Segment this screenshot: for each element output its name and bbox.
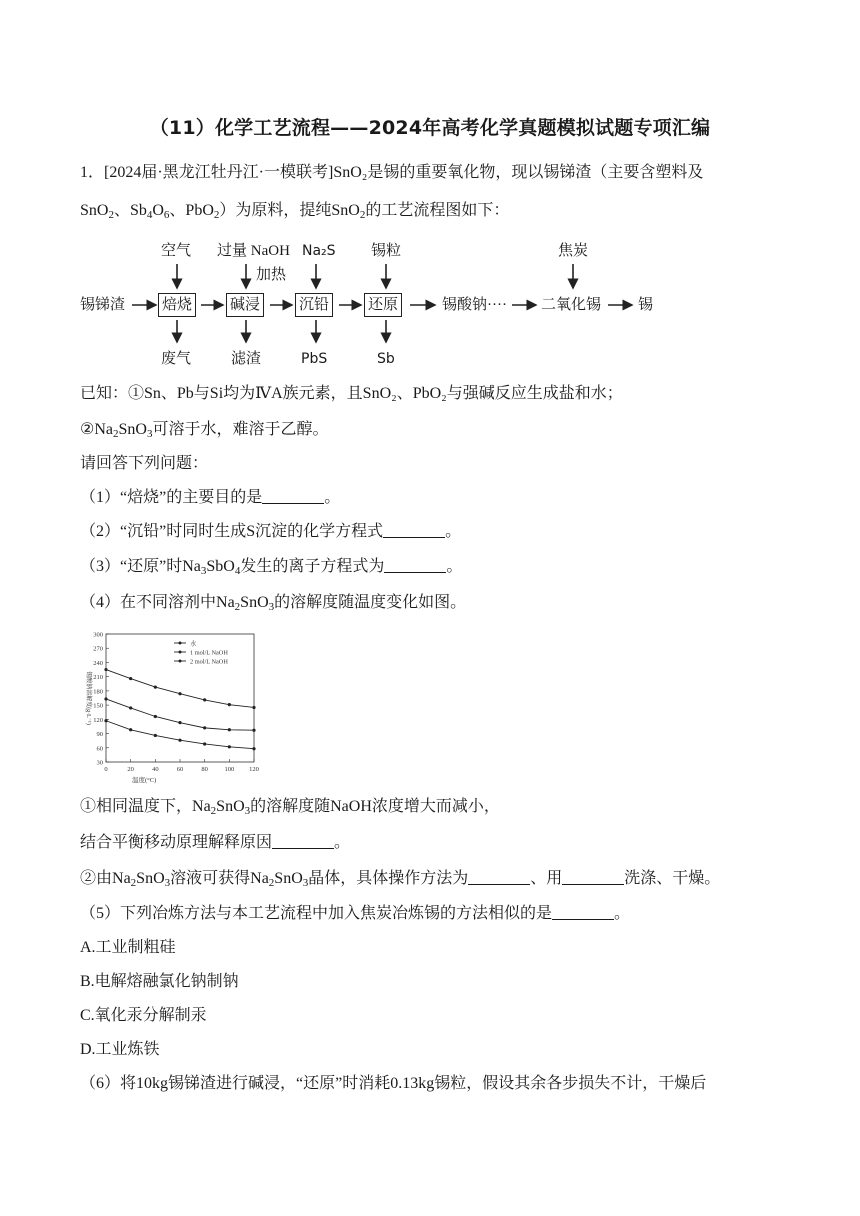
data-point (104, 668, 107, 671)
legend-marker (179, 660, 182, 663)
subquestion-5-text: （5）下列冶炼方法与本工艺流程中加入焦炭冶炼锡的方法相似的是 (80, 905, 553, 922)
subquestion-4-2-text4: 、用 (530, 870, 563, 887)
subquestion-4-2-text3: 晶体，具体操作方法为 (308, 870, 469, 887)
process-flow-diagram (80, 238, 680, 374)
subquestion-2-text: （2）“沉铅”时同时生成S沉淀的化学方程式 (80, 523, 384, 540)
legend-label: 1 mol/L NaOH (190, 649, 228, 657)
flow-mid-sno2: 二氧化锡 (541, 297, 602, 313)
data-point (228, 745, 231, 748)
y-tick-label: 270 (93, 645, 103, 653)
flow-reagent-coke: 焦炭 (558, 243, 589, 259)
data-point (154, 685, 157, 688)
data-point (129, 706, 132, 709)
subquestion-4-1-text3: 结合平衡移动原理解释原因 (80, 834, 273, 851)
x-tick-label: 60 (176, 766, 184, 773)
known-info-1: 已知：①Sn、Pb与Si均为ⅣA族元素，且SnO₂、PbO₂与强碱反应生成盐和水； (80, 385, 623, 402)
series-line (106, 721, 254, 749)
y-tick-label: 30 (96, 759, 103, 767)
data-point (203, 742, 206, 745)
subquestion-4-text: （4）在不同溶剂中 (80, 594, 217, 611)
question-intro-text: 是锡的重要氧化物，现以锡锑渣（主要含塑料及 (367, 164, 704, 181)
chem-sno2: SnO₂ (333, 164, 368, 181)
answer-blank[interactable] (562, 869, 624, 885)
answer-blank[interactable] (384, 557, 446, 573)
data-point (203, 698, 206, 701)
flow-reagent-naoh: 过量 NaOH (217, 243, 290, 259)
subquestion-4-2-text: ②由 (80, 870, 113, 887)
subquestion-4-2-text2: 溶液可获得 (170, 870, 251, 887)
option-d[interactable]: D.工业炼铁 (80, 1041, 160, 1058)
series-line (106, 699, 254, 730)
flow-mid-stannate: 锡酸钠···· (442, 297, 507, 313)
answer-blank[interactable] (383, 522, 445, 538)
flow-output-residue: 滤渣 (231, 351, 262, 367)
y-tick-label: 180 (93, 688, 103, 696)
subquestion-4-1-cont: 结合平衡移动原理解释原因 。 (80, 834, 351, 851)
y-tick-label: 150 (93, 702, 103, 710)
subquestion-4-1-text: ①相同温度下， (80, 798, 193, 815)
x-tick-label: 0 (104, 766, 108, 773)
y-tick-label: 120 (93, 716, 103, 724)
data-point (104, 697, 107, 700)
subquestion-3-text2: 发生的离子方程式为 (240, 558, 385, 575)
y-axis-label: 锡酸钠溶解度(g·L⁻¹) (85, 671, 91, 725)
y-tick-label: 210 (93, 674, 103, 682)
flow-reagent-na2s: Na₂S (302, 243, 336, 259)
option-c[interactable]: C.氧化汞分解制汞 (80, 1007, 207, 1024)
x-tick-label: 40 (152, 766, 159, 773)
x-tick-label: 120 (249, 766, 259, 773)
question-intro-text3: 的工艺流程图如下： (365, 202, 510, 219)
flow-reagent-air: 空气 (161, 243, 192, 259)
question-intro-line2: SnO$_2$、$Sb_4O_6$、PbO$_2$）为原料，提纯SnO$_2$的工艺流程图如下： (80, 202, 510, 221)
known-info-2: $②Na_2SnO_3$可溶于水，难溶于乙醇。 (80, 421, 329, 440)
subquestion-5: （5）下列冶炼方法与本工艺流程中加入焦炭冶炼锡的方法相似的是 。 (80, 905, 631, 922)
data-point (178, 721, 181, 724)
data-point (178, 739, 181, 742)
subquestion-4-1: ①相同温度下，$Na_2SnO_3$的溶解度随NaOH浓度增大而减小， (80, 798, 500, 817)
y-tick-label: 240 (93, 659, 103, 667)
answer-blank[interactable] (262, 488, 324, 504)
flow-step-lead-precip: 沉铅 (295, 293, 333, 317)
flow-reagent-heat: 加热 (256, 267, 287, 283)
page-title: （11）化学工艺流程——2024年高考化学真题模拟试题专项汇编 (149, 117, 711, 139)
flow-step-alkali-leach: 碱浸 (226, 293, 264, 317)
legend-marker (179, 651, 182, 654)
flow-output-exhaust: 废气 (161, 351, 192, 367)
data-point (104, 719, 107, 722)
data-point (154, 715, 157, 718)
y-tick-label: 60 (96, 745, 103, 753)
subquestion-1-text: （1）“焙烧”的主要目的是 (80, 489, 263, 506)
data-point (129, 728, 132, 731)
x-tick-label: 100 (224, 766, 235, 773)
subquestion-2: （2）“沉铅”时同时生成S沉淀的化学方程式 。 (80, 523, 462, 540)
option-a[interactable]: A.工业制粗硅 (80, 939, 176, 956)
answer-blank[interactable] (468, 869, 530, 885)
subquestion-3: （3）“还原”时$Na_3SbO_4$发生的离子方程式为 。 (80, 558, 463, 577)
subquestion-6: （6）将10kg锡锑渣进行碱浸，“还原”时消耗0.13kg锡粒，假设其余各步损失不计，干燥后 (80, 1075, 707, 1092)
x-tick-label: 80 (201, 766, 208, 773)
subquestion-4-2-text5: 洗涤、干燥。 (624, 870, 721, 887)
solubility-chart (78, 626, 268, 788)
flow-step-reduce: 还原 (364, 293, 402, 317)
flow-input: 锡锑渣 (80, 297, 126, 313)
flow-output-sb: Sb (377, 351, 395, 367)
subquestion-1: （1）“焙烧”的主要目的是 。 (80, 489, 341, 506)
question-intro-line1 (80, 162, 703, 184)
flow-final-tin: 锡 (638, 297, 654, 313)
x-tick-label: 20 (127, 766, 134, 773)
legend-marker (179, 642, 182, 645)
data-point (154, 734, 157, 737)
answer-blank[interactable] (272, 833, 334, 849)
data-point (178, 692, 181, 695)
subquestion-4-text2: 的溶解度随温度变化如图。 (274, 594, 467, 611)
series-line (106, 670, 254, 708)
question-source: 1．[2024届·黑龙江牡丹江·一模联考] (80, 164, 334, 181)
data-point (228, 703, 231, 706)
answer-prompt: 请回答下列问题： (80, 455, 209, 472)
flow-reagent-tin: 锡粒 (371, 243, 402, 259)
y-tick-label: 90 (96, 731, 103, 739)
question-intro-text2: ）为原料，提纯 (219, 202, 332, 219)
subquestion-4-1-text2: 的溶解度随NaOH浓度增大而减小， (250, 798, 500, 815)
option-b[interactable]: B.电解熔融氯化钠制钠 (80, 973, 239, 990)
data-point (252, 729, 255, 732)
subquestion-3-text: （3）“还原”时 (80, 558, 183, 575)
legend-label: 2 mol/L NaOH (190, 658, 228, 666)
data-point (252, 747, 255, 750)
y-tick-label: 300 (93, 631, 103, 639)
data-point (203, 726, 206, 729)
answer-blank[interactable] (552, 904, 614, 920)
subquestion-4: （4）在不同溶剂中$Na_2SnO_3$的溶解度随温度变化如图。 (80, 594, 467, 613)
legend-label: 水 (190, 640, 197, 648)
known-info-2-text: 可溶于水，难溶于乙醇。 (152, 421, 329, 438)
flow-step-roast: 焙烧 (158, 293, 196, 317)
data-point (252, 706, 255, 709)
data-point (228, 728, 231, 731)
subquestion-4-2: ②由$Na_2SnO_3$溶液可获得$Na_2SnO_3$晶体，具体操作方法为 、用 洗涤、干燥。 (80, 870, 721, 889)
data-point (129, 677, 132, 680)
x-axis-label: 温度(°C) (132, 777, 157, 784)
flow-output-pbs: PbS (301, 351, 328, 367)
